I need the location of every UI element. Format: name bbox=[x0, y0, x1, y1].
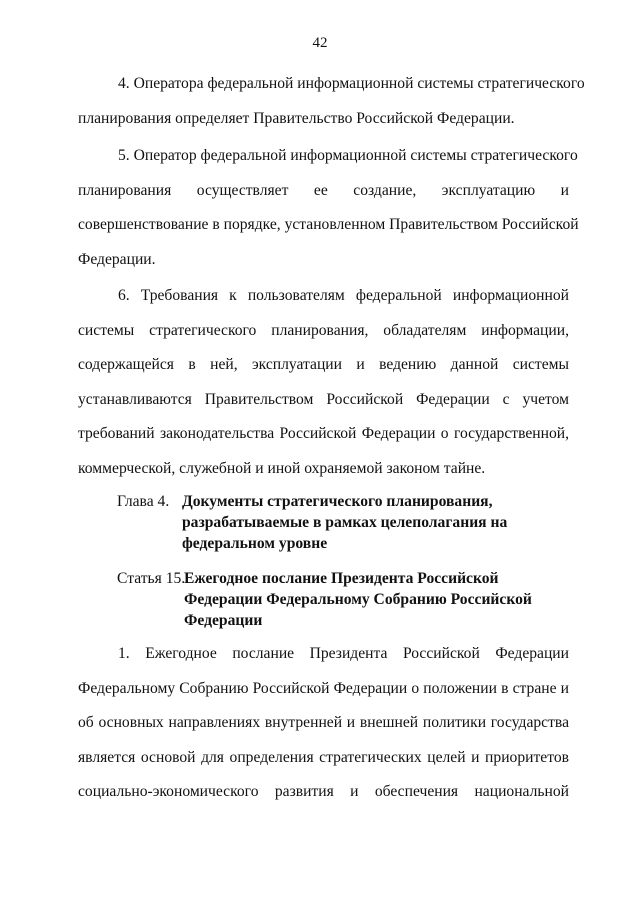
paragraph-line: 6. Требования к пользователям федеральной информационной bbox=[118, 287, 569, 304]
article-title-line: Федерации Федеральному Собранию Российской bbox=[184, 591, 532, 608]
paragraph-line: планирования определяет Правительство Российской Федерации. bbox=[78, 109, 515, 127]
article-paragraph-1 bbox=[78, 644, 569, 817]
article-title-line: Федерации bbox=[184, 612, 263, 629]
paragraph-line: Федерации. bbox=[78, 250, 156, 268]
chapter-title-line: разрабатываемые в рамках целеполагания на bbox=[182, 514, 508, 531]
chapter-title-line: Документы стратегического планирования, bbox=[182, 493, 493, 510]
paragraph-line: социально-экономического развития и обеспечения национальной bbox=[78, 783, 569, 800]
article-label: Статья 15. bbox=[117, 570, 186, 587]
paragraph-4 bbox=[78, 74, 585, 143]
paragraph-line: 1. Ежегодное послание Президента Российской Федерации bbox=[118, 645, 569, 662]
paragraph-line: совершенствование в порядке, установленном Правительством Российской bbox=[78, 216, 579, 233]
paragraph-line: является основой для определения стратегических целей и приоритетов bbox=[78, 748, 569, 766]
paragraph-line: содержащейся в ней, эксплуатации и ведению данной системы bbox=[78, 356, 569, 373]
article-title-line: Ежегодное послание Президента Российской bbox=[184, 570, 499, 587]
chapter-label: Глава 4. bbox=[117, 493, 170, 510]
paragraph-5 bbox=[78, 146, 579, 284]
paragraph-line: Федеральному Собранию Российской Федерации о положении в стране и bbox=[78, 679, 569, 697]
paragraph-line: об основных направлениях внутренней и внешней политики государства bbox=[78, 714, 569, 731]
chapter-title bbox=[182, 491, 507, 554]
page-number: 42 bbox=[312, 35, 328, 51]
paragraph-line: системы стратегического планирования, обладателям информации, bbox=[78, 321, 569, 339]
paragraph-line: коммерческой, служебной и иной охраняемой законом тайне. bbox=[78, 459, 486, 477]
article-title bbox=[184, 568, 532, 631]
paragraph-line: 4. Оператора федеральной информационной системы стратегического bbox=[118, 75, 585, 92]
paragraph-line: устанавливаются Правительством Российской Федерации с учетом bbox=[78, 390, 569, 408]
chapter-title-line: федеральном уровне bbox=[182, 535, 328, 552]
paragraph-6 bbox=[78, 286, 569, 493]
paragraph-line: требований законодательства Российской Федерации о государственной, bbox=[78, 425, 569, 442]
paragraph-line: планирования осуществляет ее создание, эксплуатацию и bbox=[78, 181, 569, 199]
paragraph-line: 5. Оператор федеральной информационной системы стратегического bbox=[118, 147, 578, 164]
